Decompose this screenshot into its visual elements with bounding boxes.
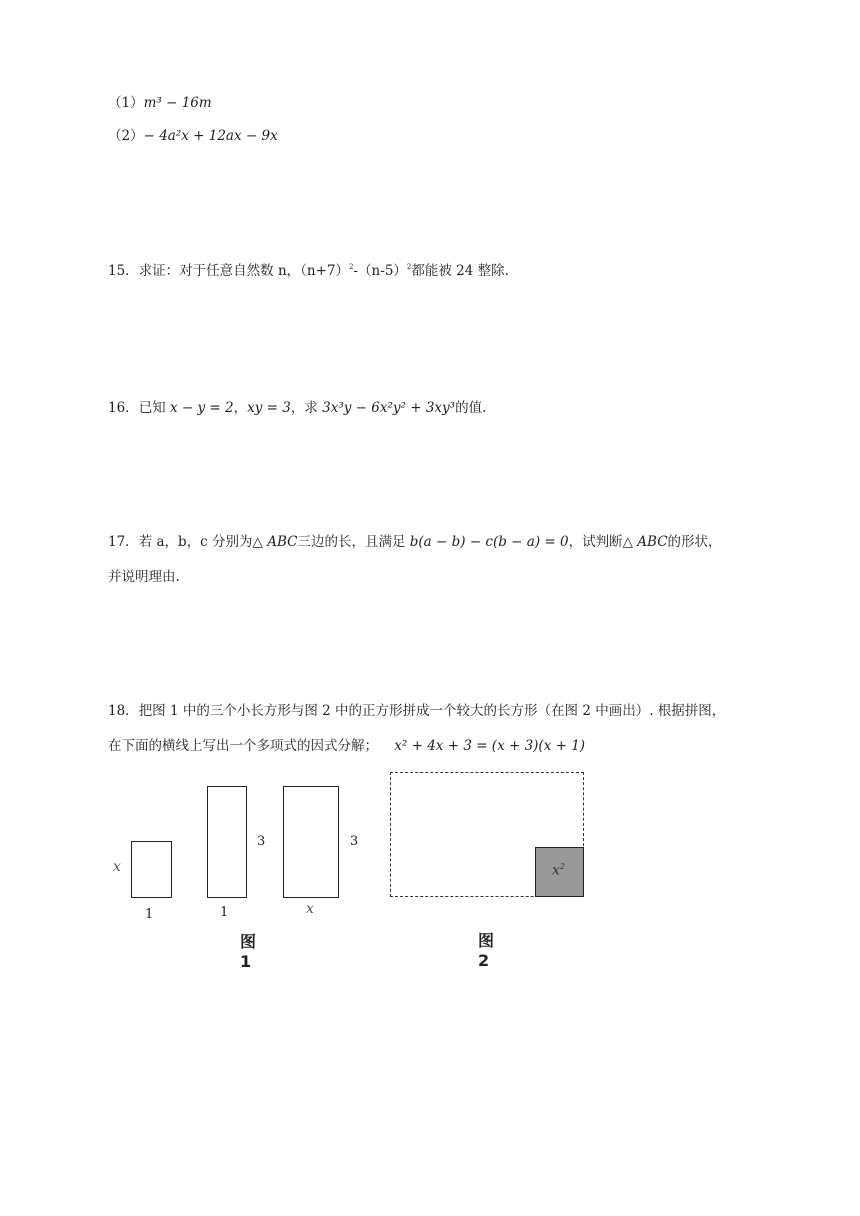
p18-line2-text: 在下面的横线上写出一个多项式的因式分解；	[108, 738, 378, 754]
p18-answer: x² + 4x + 3 = (x + 3)(x + 1)	[394, 738, 586, 754]
problem-18-line2	[108, 734, 585, 754]
p16-text-a: 已知	[138, 400, 170, 416]
square-label	[552, 862, 565, 879]
p15-text-c: 都能被 24 整除.	[411, 263, 509, 279]
rect-large-bottom-label: x	[306, 901, 314, 917]
p14-sub2-label: （2）	[108, 128, 144, 144]
p16-text-c: 的值.	[455, 400, 487, 416]
p16-sep: ，	[233, 400, 248, 416]
p15-text-b: -（n-5）	[353, 263, 407, 279]
square-label-exp: 2	[559, 862, 565, 871]
figure-2-caption: 图2	[478, 931, 495, 970]
rect-mid-side-label: 3	[257, 834, 266, 849]
p17-text-a: 若 a，b，c 分别为	[138, 534, 253, 550]
problem-16	[108, 396, 486, 416]
p14-sub1	[108, 91, 212, 111]
problem-17-line1	[108, 530, 722, 550]
p15-exp1: 2	[349, 263, 354, 271]
p18-line1: 把图 1 中的三个小长方形与图 2 中的正方形拼成一个较大的长方形（在图 2 中画出）. 根据拼图，	[138, 703, 726, 719]
rect-3-by-x	[283, 786, 339, 898]
p16-text-b: ，求	[290, 400, 323, 416]
p16-expr: 3x³y − 6x²y² + 3xy³	[322, 400, 456, 416]
p16-eq2: xy = 3	[247, 400, 291, 416]
rect-mid-bottom-label: 1	[220, 905, 229, 920]
p17-eq: b(a − b) − c(b − a) = 0	[409, 534, 569, 550]
p17-line2: 并说明理由.	[108, 569, 180, 585]
problem-18-line1	[108, 699, 725, 719]
rect-large-side-label: 3	[350, 834, 359, 849]
rect-small-bottom-label: 1	[145, 907, 154, 922]
p17-text-c: ，试判断	[568, 534, 623, 550]
p15-text-a: 求证：对于任意自然数 n，（n+7）	[138, 263, 350, 279]
p15-number: 15．	[108, 263, 139, 279]
p16-eq1: x − y = 2	[169, 400, 234, 416]
p17-number: 17．	[108, 534, 139, 550]
p14-sub1-label: （1）	[108, 95, 144, 111]
problem-15	[108, 259, 509, 279]
p17-text-d: 的形状，	[667, 534, 722, 550]
p17-text-b: 三边的长，且满足	[297, 534, 410, 550]
problem-17-line2	[108, 565, 180, 585]
p17-tri2: △ ABC	[622, 534, 668, 550]
p15-exp2: 2	[406, 263, 412, 271]
p17-tri1: △ ABC	[252, 534, 298, 550]
p14-sub1-expr: m³ − 16m	[143, 95, 212, 111]
rect-x-by-1	[131, 841, 172, 898]
p14-sub2	[108, 124, 278, 144]
rect-3-by-1	[207, 786, 247, 898]
p18-number: 18．	[108, 703, 139, 719]
figure-1-caption: 图1	[240, 932, 257, 971]
p14-sub2-expr: − 4a²x + 12ax − 9x	[143, 128, 278, 144]
p16-number: 16．	[108, 400, 139, 416]
square-label-x: x	[552, 862, 560, 879]
rect-small-side-label: x	[113, 859, 121, 875]
